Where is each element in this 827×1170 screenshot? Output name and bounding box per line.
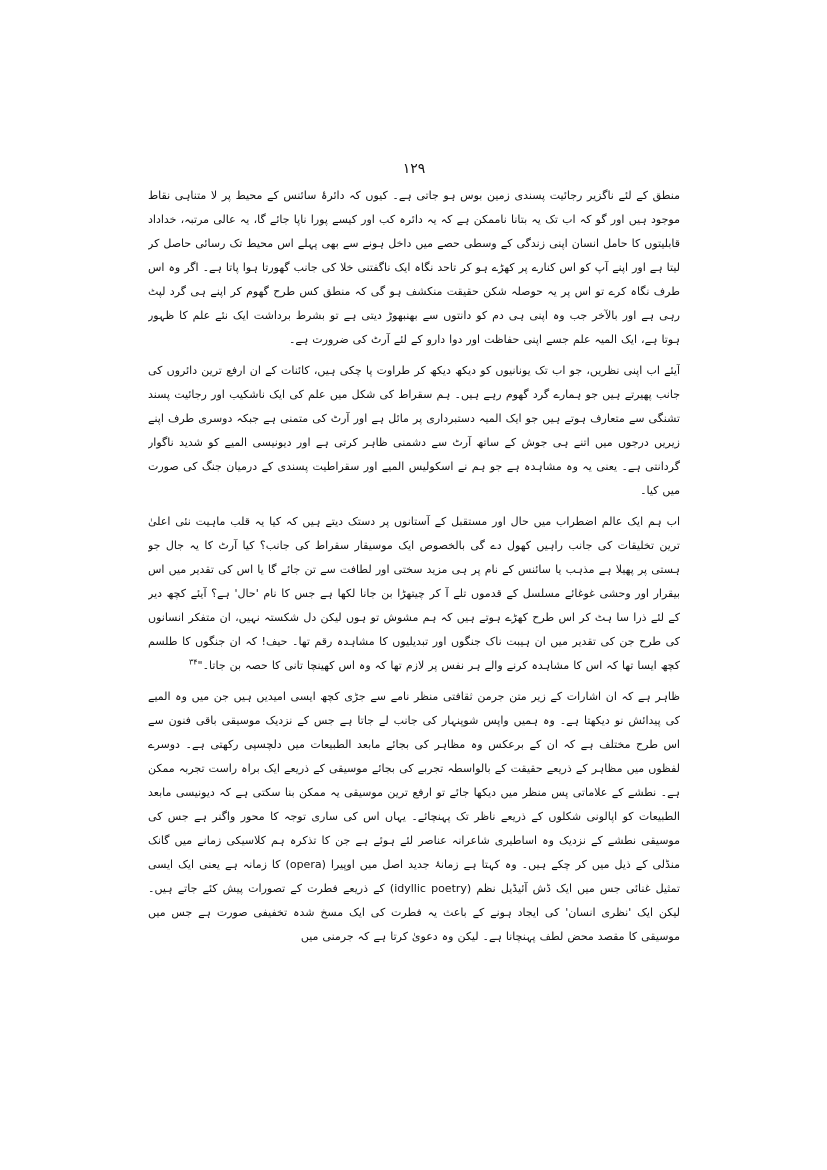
document-page bbox=[148, 160, 680, 1020]
paragraph-1 bbox=[148, 184, 680, 352]
paragraph-4-text: ظاہر ہے کہ ان اشارات کے زیر متن جرمن ثقافتی منظر نامے سے جڑی کچھ ایسی امیدیں ہیں جن میں وہ المیے کی پیدائش نو دیکھتا ہے۔ وہ ہمیں واپس شوپنہار کی جانب لے جاتا ہے جس کے نزدیک موسیقی باقی فنون سے اس طرح مختلف ہے کہ ان کے برعکس وہ مظاہر کی بجائے مابعد الطبیعات میں دلچسپی رکھتی ہے۔ دوسرے لفظوں میں مظاہر کے ذریعے حقیقت کے بالواسطہ تجربے کی بجائے موسیقی کے ذریعے ایک براہ راست تجربہ ممکن ہے۔ نطشے کے علاماتی پس منظر میں دیکھا جائے تو ارفع ترین موسیقی یہ ممکن بنا سکتی ہے کہ دیونیسی مابعد الطبیعات کو اپالونی شکلوں کے ذریعے ناظر تک پہنچائے۔ یہاں اس کی ساری توجہ کا محور واگنر ہے جس کی موسیقی نطشے کے نزدیک وہ اساطیری شاعرانہ عناصر لئے ہوئے ہے جن کا تذکرہ ہم کلاسیکی زمانے میں گانک منڈلی کے ذیل میں کر چکے ہیں۔ وہ کہتا ہے زمانۂ جدید اصل میں اوپیرا (opera) کا زمانہ ہے یعنی ایک ایسی تمثیل غنائی جس میں ایک ڈش آئیڈیل نظم (idyllic poetry) کے ذریعے فطرت کے تصورات پیش کئے جاتے ہیں۔ لیکن ایک 'نظری انسان' کی ایجاد ہونے کے باعث یہ فطرت کی ایک مسخ شدہ تخفیفی صورت ہے جس میں موسیقی کا مقصد محض لطف پہنچانا ہے۔ لیکن وہ دعویٰ کرتا ہے کہ جرمنی میں bbox=[148, 690, 680, 943]
paragraph-2-text: آیئے اب اپنی نظریں، جو اب تک یونانیوں کو دیکھ دیکھ کر طراوت پا چکی ہیں، کائنات کے ان ارفع ترین دائروں کی جانب پھیرتے ہیں جو ہمارے گرد گھوم رہے ہیں۔ ہم سقراط کی شکل میں علم کی ایک ناشکیب اور رجائیت پسند تشنگی سے متعارف ہوتے ہیں جو ایک المیہ دستبرداری پر مائل ہے اور آرٹ کی متمنی ہے جبکہ دوسری طرف اپنے زیریں درجوں میں اتنے ہی جوش کے ساتھ آرٹ سے دشمنی ظاہر کرتی ہے اور دیونیسی المیے کو شدید ناگوار گردانتی ہے۔ یعنی یہ وہ مشاہدہ ہے جو ہم نے اسکولیس المیے اور سقراطیت پسندی کے درمیان جنگ کی صورت میں کیا۔ bbox=[148, 364, 680, 497]
paragraph-3-text: اب ہم ایک عالم اضطراب میں حال اور مستقبل کے آستانوں پر دستک دیتے ہیں کہ کیا یہ قلب ماہیت نئی اعلیٰ ترین تخلیقات کی جانب راہیں کھول دے گی بالخصوص ایک موسیقار سقراط کی جانب؟ کیا آرٹ کا یہ جال جو ہستی پر پھیلا ہے مذہب یا سائنس کے نام پر ہی مزید سختی اور لطافت سے تن جائے گا یا اس کی تقدیر میں اس بیقرار اور وحشی غوغائے مسلسل کے قدموں تلے آ کر چیتھڑا بن جانا لکھا ہے جس کا نام 'حال' ہے؟ آیئے کچھ دیر کے لئے ذرا سا ہٹ کر اس طرح کھڑے ہوتے ہیں کہ ہم مشوش تو ہوں لیکن دل شکستہ نہیں، ان متفکر انسانوں کی طرح جن کی تقدیر میں ان ہیبت ناک جنگوں اور تبدیلیوں کا مشاہدہ رقم تھا۔ حیف! کہ ان جنگوں کا طلسم کچھ ایسا تھا کہ اس کا مشاہدہ کرنے والے ہر نفس پر لازم تھا کہ وہ اس کھینچا تانی کا حصہ بن جاتا۔" bbox=[148, 515, 680, 672]
page-number: ۱۲۹ bbox=[402, 161, 426, 177]
paragraph-2 bbox=[148, 359, 680, 503]
footnote-reference[interactable]: ۳۴ bbox=[188, 657, 198, 667]
paragraph-3 bbox=[148, 510, 680, 678]
paragraph-4 bbox=[148, 685, 680, 949]
paragraph-1-text: منطق کے لئے ناگزیر رجائیت پسندی زمین بوس ہو جاتی ہے۔ کیوں کہ دائرۂ سائنس کے محیط پر لا متناہی نقاط موجود ہیں اور گو کہ اب تک یہ بتانا ناممکن ہے کہ یہ دائرہ کب اور کیسے پورا ناپا جائے گا، یہ عالی مرتبہ، خداداد قابلیتوں کا حامل انسان اپنی زندگی کے وسطی حصے میں داخل ہونے سے بھی پہلے اس محیط تک رسائی حاصل کر لیتا ہے اور اپنے آپ کو اس کنارے پر کھڑے ہو کر تاحد نگاہ ایک ناگفتنی خلا کی جانب گھورتا ہوا پاتا ہے۔ اگر وہ اس طرف نگاہ کرے تو اس پر یہ حوصلہ شکن حقیقت منکشف ہو گی کہ منطق کس طرح گھوم کر اپنے ہی گرد لپٹ رہی ہے اور بالآخر جب وہ اپنی ہی دم کو دانتوں سے بھنبھوڑ دیتی ہے تو بشرط برداشت ایک نئے علم کا ظہور ہوتا ہے، ایک المیہ علم جسے اپنی حفاظت اور دوا دارو کے لئے آرٹ کی ضرورت ہے۔ bbox=[148, 189, 680, 346]
